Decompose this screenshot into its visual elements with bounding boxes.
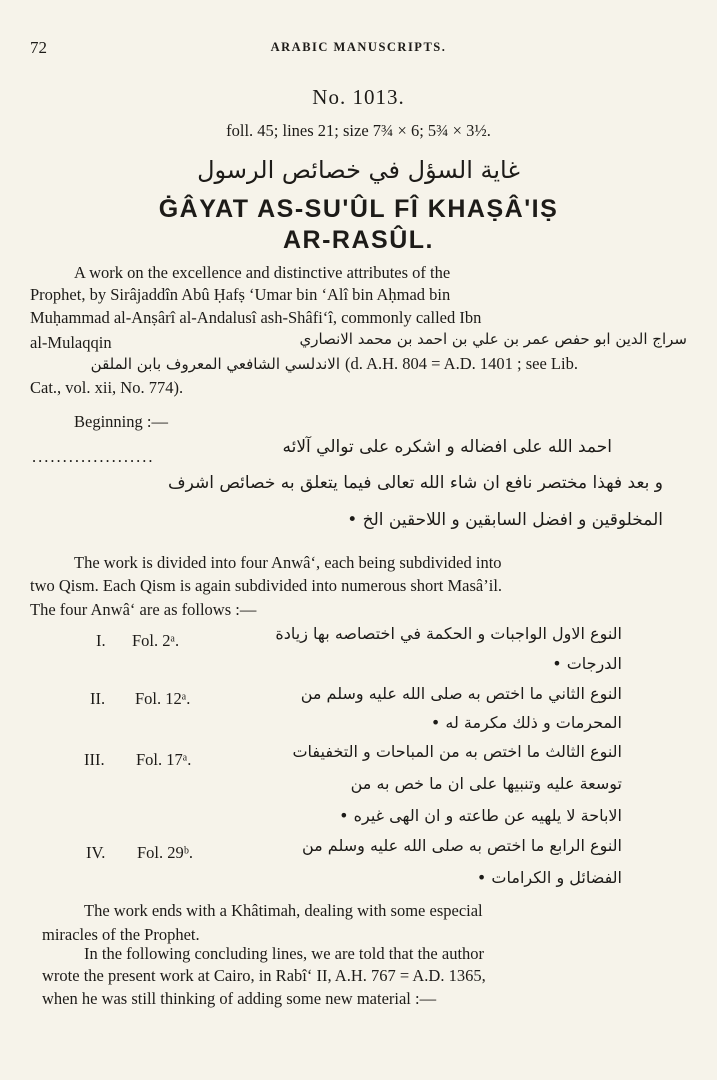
arabic-author-name-cont: الاندلسي الشافعي المعروف بابن الملقن bbox=[90, 355, 340, 373]
transliterated-title-line2: AR-RASÛL. bbox=[283, 226, 434, 254]
anwa-arabic: الفضائل و الكرامات • bbox=[476, 868, 622, 887]
anwa-numeral: I. bbox=[96, 631, 106, 650]
arabic-title: غاية السؤل في خصائص الرسول bbox=[197, 156, 520, 184]
beginning-arabic-line2: و بعد فهذا مختصر نافع ان شاء الله تعالى فيما يتعلق به خصائص اشرف bbox=[167, 473, 663, 493]
anwa-folio: Fol. 29ᵇ. bbox=[137, 843, 193, 862]
anwa-arabic: النوع الثالث ما اختص به من المباحات و التخفيفات bbox=[292, 742, 622, 761]
division-line: two Qism. Each Qism is again subdivided into numerous short Masâ’il. bbox=[30, 576, 503, 595]
anwa-folio: Fol. 17ᵃ. bbox=[136, 750, 192, 769]
anwa-arabic: النوع الثاني ما اختص به صلى الله عليه وسلم من bbox=[300, 684, 622, 703]
anwa-folio: Fol. 12ᵃ. bbox=[135, 689, 191, 708]
description-line: Prophet, by Sirâjaddîn Abû Ḥafṣ ‘Umar bin ‘Alî bin Aḥmad bin bbox=[30, 285, 451, 304]
description-line: A work on the excellence and distinctive attributes of the bbox=[74, 263, 451, 282]
description-line: al-Mulaqqin bbox=[30, 333, 112, 352]
division-line: The four Anwâ‘ are as follows :— bbox=[30, 600, 257, 619]
beginning-label: Beginning :— bbox=[74, 412, 168, 431]
arabic-author-name: سراج الدين ابو حفص عمر بن علي بن احمد بن محمد الانصاري bbox=[299, 330, 687, 348]
date-reference: (d. A.H. 804 = A.D. 1401 ; see Lib. bbox=[345, 354, 578, 373]
anwa-arabic: الاباحة لا يلهيه عن طاعته و ان الهى غيره • bbox=[339, 806, 622, 825]
catalogue-reference: Cat., vol. xii, No. 774). bbox=[30, 378, 184, 397]
description-line: Muḥammad al-Anṣârî al-Andalusî ash-Shâfi‘î, commonly called Ibn bbox=[30, 308, 482, 327]
page-number: 72 bbox=[30, 38, 47, 57]
ellipsis-dots: .................... bbox=[32, 447, 155, 466]
anwa-arabic: الدرجات • bbox=[552, 654, 622, 673]
anwa-folio: Fol. 2ᵃ. bbox=[132, 631, 180, 650]
entry-number: No. 1013. bbox=[312, 85, 405, 109]
transliterated-title-line1: ĠÂYAT AS-SU'ÛL FÎ KHAṢÂ'IṢ bbox=[158, 195, 559, 223]
entry-details: foll. 45; lines 21; size 7¾ × 6; 5¾ × 3½. bbox=[226, 121, 491, 140]
ending-line: In the following concluding lines, we are told that the author bbox=[84, 944, 485, 963]
ending-line: when he was still thinking of adding some new material :— bbox=[42, 989, 437, 1008]
ending-line: wrote the present work at Cairo, in Rabî‘ II, A.H. 767 = A.D. 1365, bbox=[42, 966, 486, 985]
beginning-arabic-line3: المخلوقين و افضل السابقين و اللاحقين الخ • bbox=[347, 510, 663, 530]
ending-line: miracles of the Prophet. bbox=[42, 925, 200, 944]
beginning-arabic-line1: احمد الله على افضاله و اشكره على توالي آلائه bbox=[282, 437, 612, 457]
running-title: ARABIC MANUSCRIPTS. bbox=[270, 40, 447, 54]
division-line: The work is divided into four Anwâ‘, each being subdivided into bbox=[74, 553, 502, 572]
anwa-arabic: المحرمات و ذلك مكرمة له • bbox=[430, 713, 622, 732]
anwa-numeral: IV. bbox=[86, 843, 106, 862]
anwa-numeral: III. bbox=[84, 750, 105, 769]
anwa-numeral: II. bbox=[90, 689, 106, 708]
anwa-arabic: النوع الاول الواجبات و الحكمة في اختصاصه بها زيادة bbox=[275, 624, 622, 643]
anwa-arabic: النوع الرابع ما اختص به صلى الله عليه وسلم من bbox=[301, 836, 622, 855]
anwa-arabic: توسعة عليه وتنبيها على ان ما خص به من bbox=[350, 774, 622, 793]
ending-line: The work ends with a Khâtimah, dealing with some especial bbox=[84, 901, 483, 920]
